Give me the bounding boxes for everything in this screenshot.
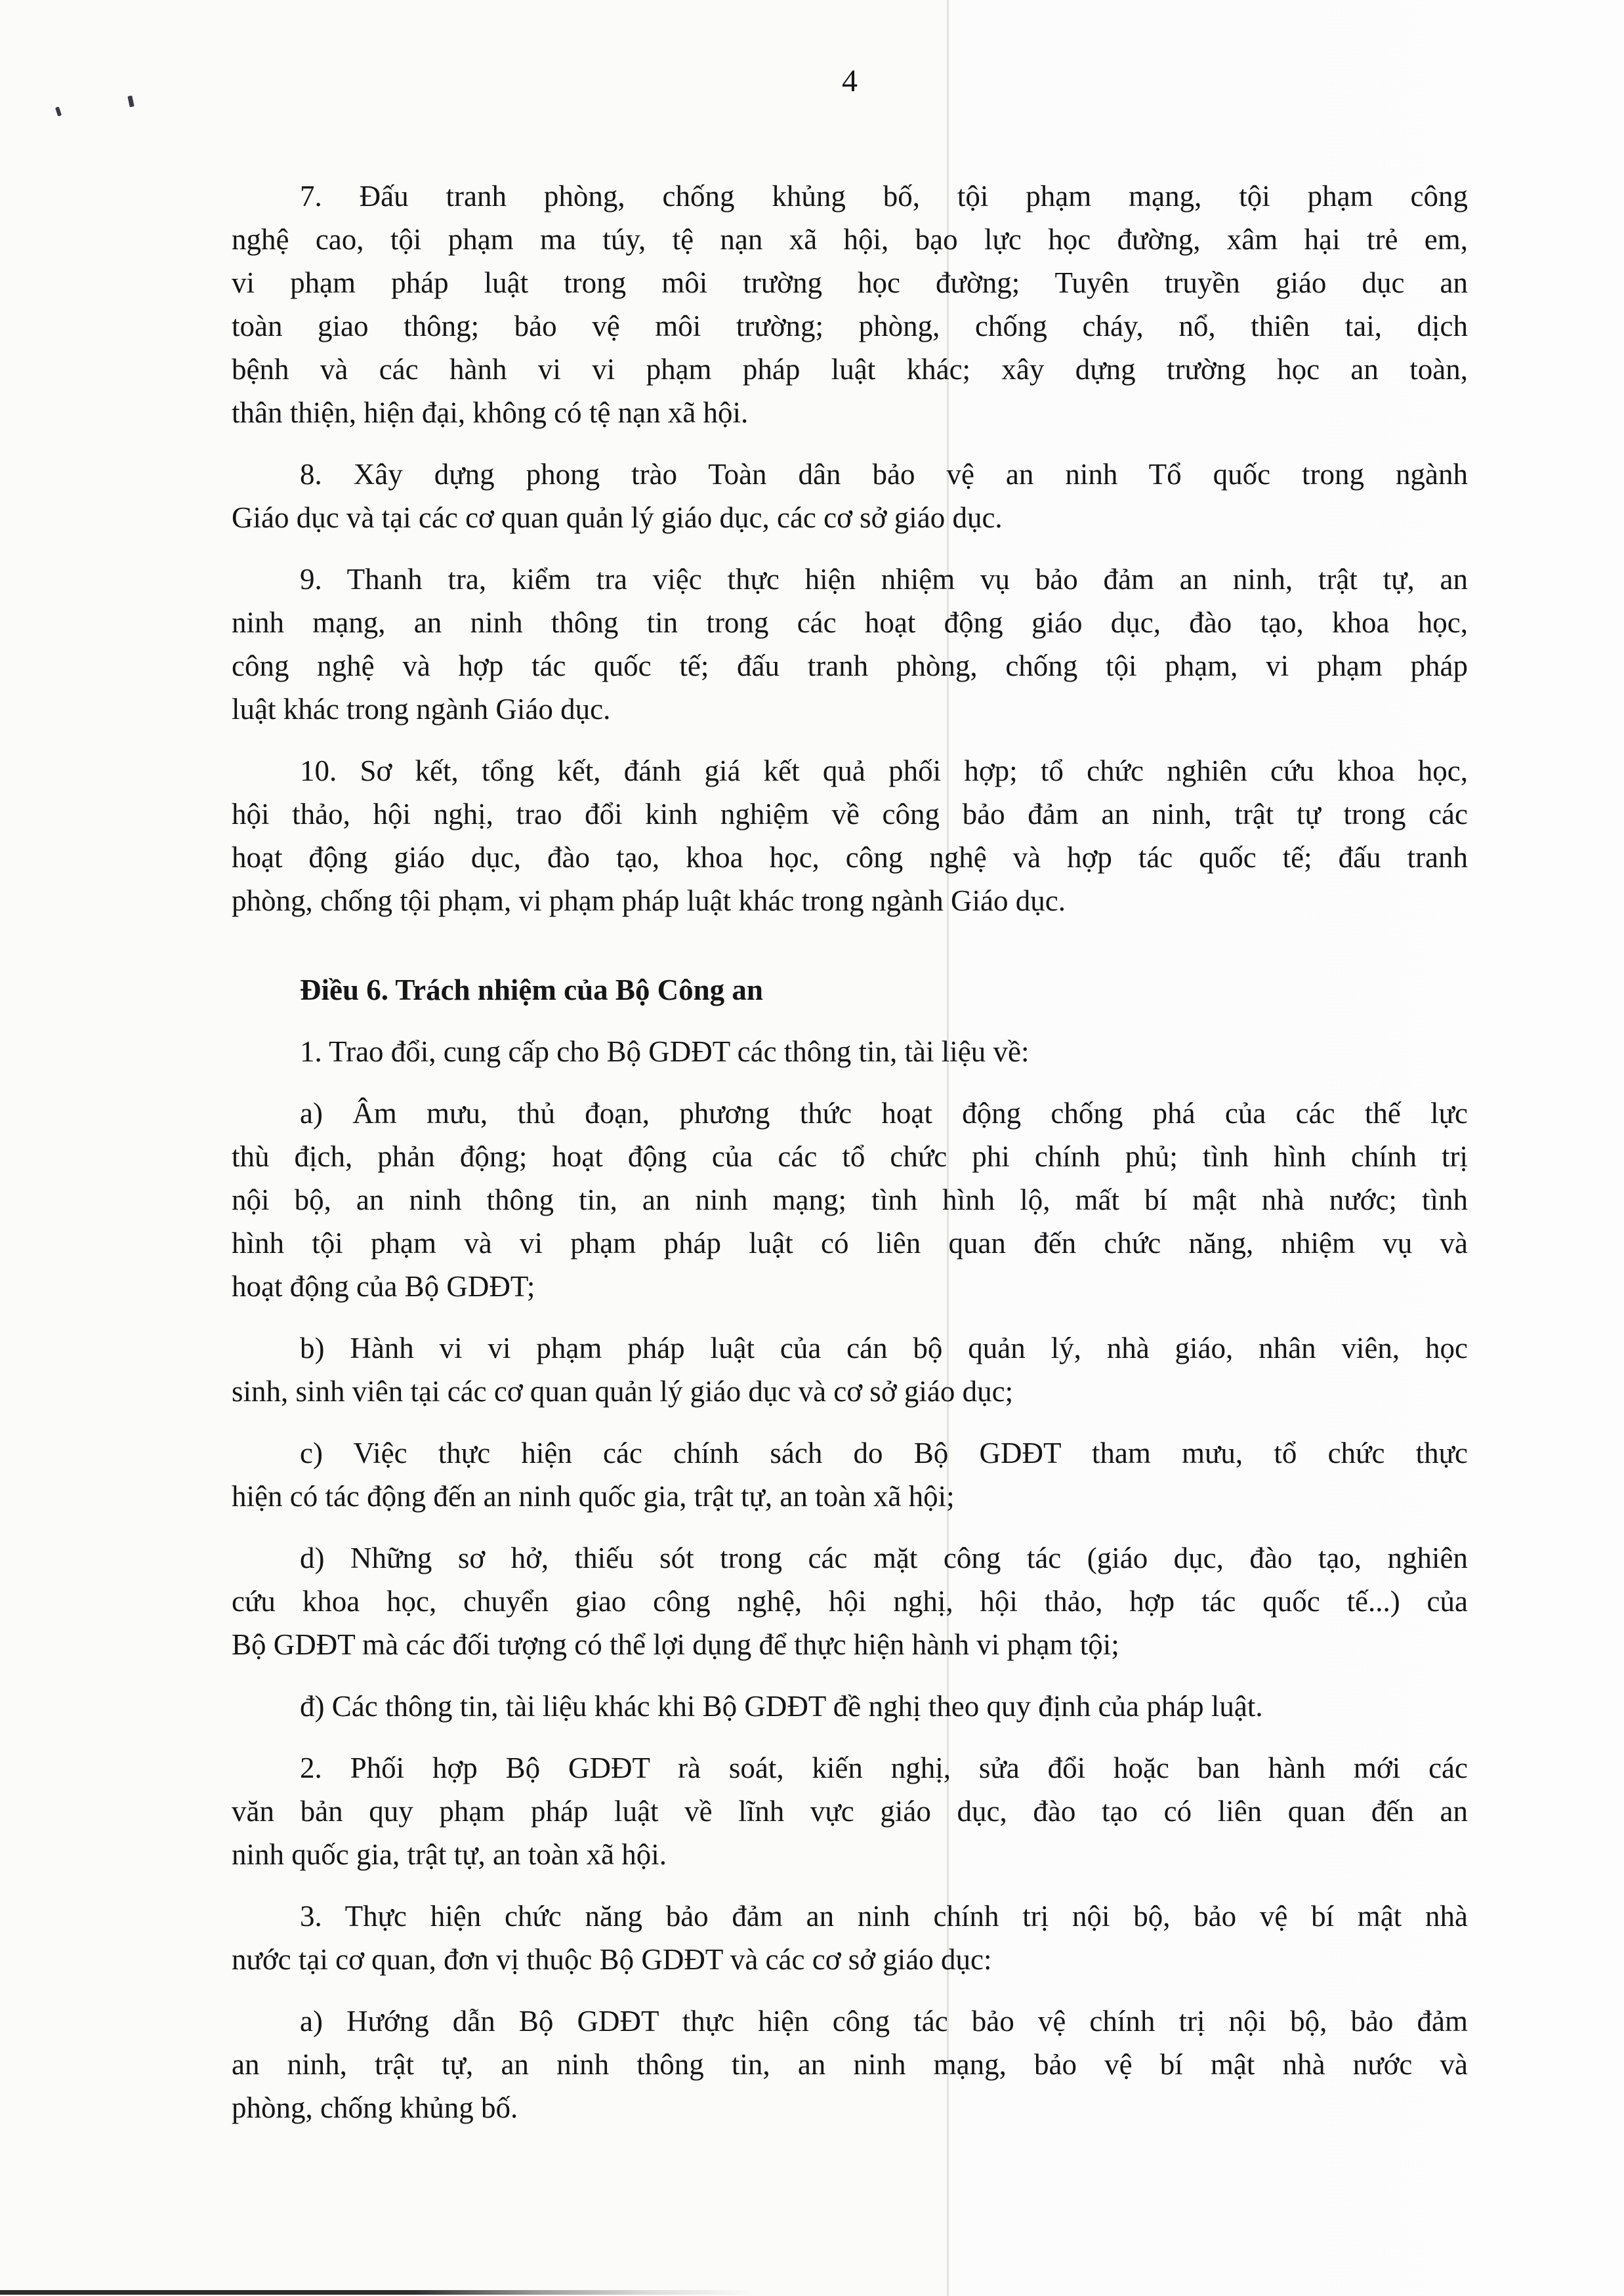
text-line: luật khác trong ngành Giáo dục. (232, 693, 611, 726)
text-line: 3. Thực hiện chức năng bảo đảm an ninh chính trị nội bộ, bảo vệ bí mật nhà (300, 1900, 1468, 1933)
article-6-heading (232, 968, 1468, 1012)
text-line: hoạt động giáo dục, đào tạo, khoa học, công nghệ và hợp tác quốc tế; đấu tranh (232, 841, 1468, 874)
text-line: thân thiện, hiện đại, không có tệ nạn xã hội. (232, 396, 749, 429)
text-line: ninh quốc gia, trật tự, an toàn xã hội. (232, 1838, 667, 1871)
article-6-clause-3-point-a-paragraph (232, 1999, 1468, 2129)
article-6-point-dd-paragraph (232, 1685, 1468, 1728)
text-line: thù địch, phản động; hoạt động của các tổ chức phi chính phủ; tình hình chính trị (232, 1140, 1468, 1173)
article-6-clause-1-paragraph (232, 1030, 1468, 1073)
clause-8-paragraph (232, 453, 1468, 539)
text-line: hội thảo, hội nghị, trao đổi kinh nghiệm về công bảo đảm an ninh, trật tự trong các (232, 798, 1468, 830)
text-line: cứu khoa học, chuyển giao công nghệ, hội nghị, hội thảo, hợp tác quốc tế...) của (232, 1585, 1468, 1618)
text-line: Giáo dục và tại các cơ quan quản lý giáo dục, các cơ sở giáo dục. (232, 501, 1003, 534)
page-number: 4 (842, 64, 858, 98)
text-line: hoạt động của Bộ GDĐT; (232, 1270, 535, 1303)
text-line: phòng, chống tội phạm, vi phạm pháp luật khác trong ngành Giáo dục. (232, 884, 1066, 917)
text-line: Bộ GDĐT mà các đối tượng có thể lợi dụng để thực hiện hành vi phạm tội; (232, 1628, 1119, 1661)
text-line: hình tội phạm và vi phạm pháp luật có liên quan đến chức năng, nhiệm vụ và (232, 1227, 1468, 1260)
clause-7-paragraph (232, 174, 1468, 434)
article-6-point-d-paragraph (232, 1536, 1468, 1666)
text-line: sinh, sinh viên tại các cơ quan quản lý giáo dục và cơ sở giáo dục; (232, 1375, 1014, 1408)
scan-speck (55, 106, 62, 116)
text-line: 1. Trao đổi, cung cấp cho Bộ GDĐT các thông tin, tài liệu về: (300, 1035, 1030, 1068)
text-line: nội bộ, an ninh thông tin, an ninh mạng; tình hình lộ, mất bí mật nhà nước; tình (232, 1183, 1468, 1216)
text-line: c) Việc thực hiện các chính sách do Bộ GDĐT tham mưu, tổ chức thực (300, 1437, 1468, 1469)
text-line: ninh mạng, an ninh thông tin trong các hoạt động giáo dục, đào tạo, khoa học, (232, 606, 1468, 639)
document-body (232, 174, 1468, 2148)
text-line: nghệ cao, tội phạm ma túy, tệ nạn xã hội, bạo lực học đường, xâm hại trẻ em, (232, 223, 1468, 256)
article-6-point-a-paragraph (232, 1092, 1468, 1308)
text-line: đ) Các thông tin, tài liệu khác khi Bộ GDĐT đề nghị theo quy định của pháp luật. (300, 1690, 1263, 1723)
text-line: 10. Sơ kết, tổng kết, đánh giá kết quả phối hợp; tổ chức nghiên cứu khoa học, (300, 754, 1468, 787)
text-line: Điều 6. Trách nhiệm của Bộ Công an (300, 974, 763, 1006)
text-line: hiện có tác động đến an ninh quốc gia, trật tự, an toàn xã hội; (232, 1480, 955, 1513)
text-line: 2. Phối hợp Bộ GDĐT rà soát, kiến nghị, sửa đổi hoặc ban hành mới các (300, 1752, 1468, 1784)
article-6-point-c-paragraph (232, 1431, 1468, 1518)
text-line: an ninh, trật tự, an ninh thông tin, an ninh mạng, bảo vệ bí mật nhà nước và (232, 2048, 1468, 2081)
text-line: a) Âm mưu, thủ đoạn, phương thức hoạt động chống phá của các thế lực (300, 1097, 1468, 1130)
text-line: a) Hướng dẫn Bộ GDĐT thực hiện công tác bảo vệ chính trị nội bộ, bảo đảm (300, 2005, 1468, 2038)
text-line: toàn giao thông; bảo vệ môi trường; phòng, chống cháy, nổ, thiên tai, dịch (232, 310, 1468, 342)
text-line: công nghệ và hợp tác quốc tế; đấu tranh phòng, chống tội phạm, vi phạm pháp (232, 649, 1468, 682)
clause-10-paragraph (232, 749, 1468, 922)
clause-9-paragraph (232, 558, 1468, 731)
text-line: d) Những sơ hở, thiếu sót trong các mặt công tác (giáo dục, đào tạo, nghiên (300, 1542, 1468, 1574)
text-line: nước tại cơ quan, đơn vị thuộc Bộ GDĐT và các cơ sở giáo dục: (232, 1943, 992, 1976)
text-line: văn bản quy phạm pháp luật về lĩnh vực giáo dục, đào tạo có liên quan đến an (232, 1795, 1468, 1828)
article-6-clause-2-paragraph (232, 1746, 1468, 1876)
text-line: phòng, chống khủng bố. (232, 2091, 518, 2124)
article-6-clause-3-paragraph (232, 1895, 1468, 1981)
text-line: 8. Xây dựng phong trào Toàn dân bảo vệ an ninh Tổ quốc trong ngành (300, 458, 1468, 491)
text-line: b) Hành vi vi phạm pháp luật của cán bộ quản lý, nhà giáo, nhân viên, học (300, 1332, 1468, 1364)
scanner-edge-artifact (0, 2290, 755, 2295)
scan-speck (127, 95, 134, 107)
text-line: vi phạm pháp luật trong môi trường học đường; Tuyên truyền giáo dục an (232, 266, 1468, 299)
text-line: 7. Đấu tranh phòng, chống khủng bố, tội phạm mạng, tội phạm công (300, 180, 1468, 213)
article-6-point-b-paragraph (232, 1326, 1468, 1413)
text-line: bệnh và các hành vi vi phạm pháp luật khác; xây dựng trường học an toàn, (232, 353, 1468, 386)
text-line: 9. Thanh tra, kiểm tra việc thực hiện nhiệm vụ bảo đảm an ninh, trật tự, an (300, 563, 1468, 596)
